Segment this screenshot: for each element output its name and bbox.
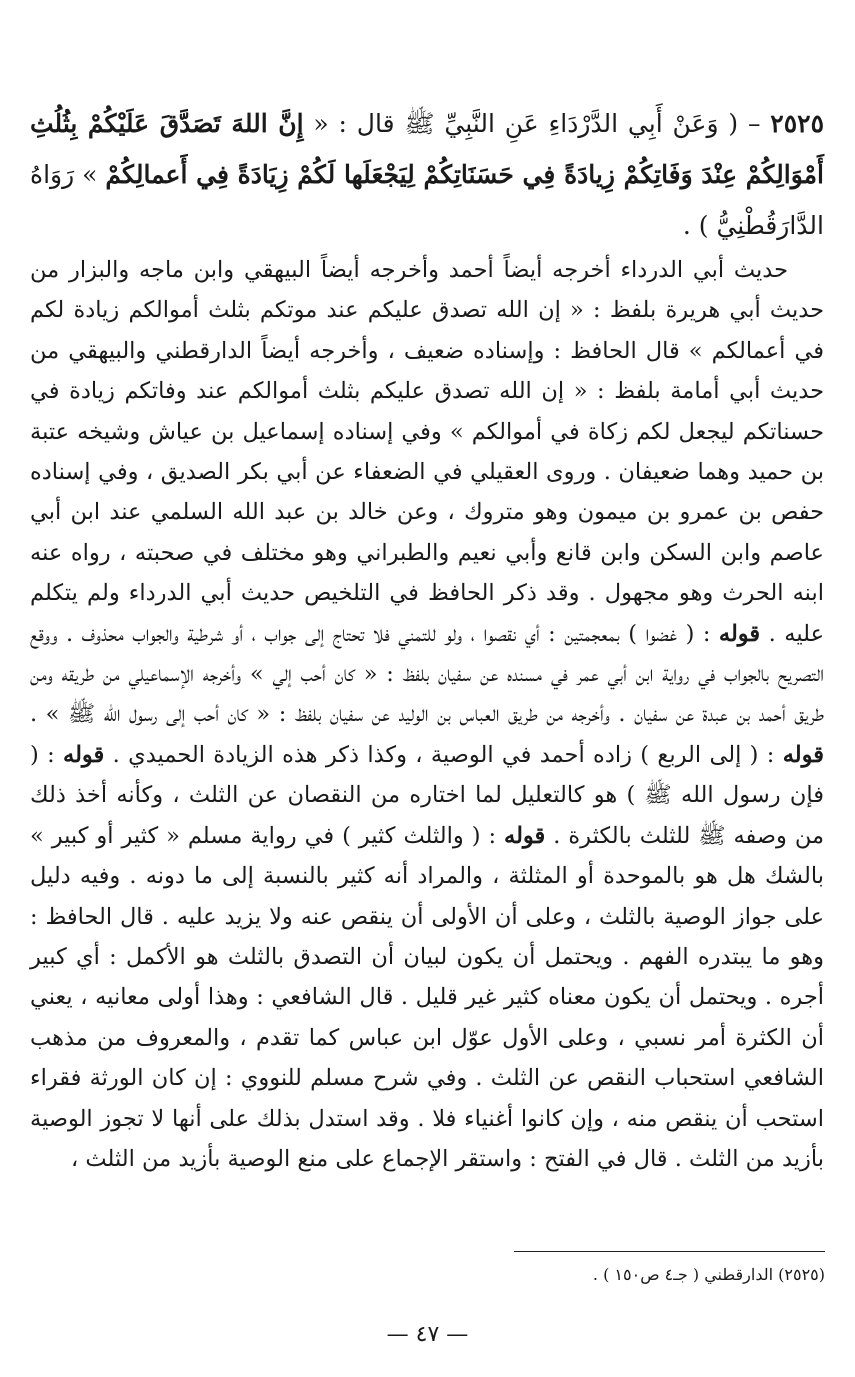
footnote: (٢٥٢٥) الدارقطني ( جـ٤ ص١٥٠ ) .: [592, 1265, 825, 1284]
qawluhu-keyword: قوله: [63, 741, 105, 768]
hadith-quote: إِنَّ اللهَ تَصَدَّقَ عَلَيْكُمْ بِثُلُثِ أَمْوَالِكُمْ عِنْدَ وَفَاتِكُمْ زِيادَةً فِي حَسَنَاتِكُمْ لِيَجْعَلَها لَكُمْ زِيَادَةً فِي أَعمالِكُمْ: [30, 109, 824, 189]
commentary-segment-2: : ( غضوا ) بمعجمتين : أي نقصوا ، ولو للتمني فلا تحتاج إلى جواب ، أو شرطية والجواب محذوف . ووقع التصريح بالجواب في رواية ابن أبي عمر في مسنده عن سفيان بلفظ : « كان أحب إلي » وأخرجه الإسماعيلي من طريقه ومن طريق أحمد بن عبدة عن سفيان . وأخرجه من طريق العباس بن الوليد عن سفيان بلفظ : « كان أحب إلى رسول الله ﷺ » .: [30, 620, 824, 728]
page-number: — ٤٧ —: [386, 1322, 469, 1347]
commentary-paragraph: [30, 250, 824, 1179]
commentary-segment-1: حديث أبي الدرداء أخرجه أيضاً أحمد وأخرجه أيضاً البيهقي وابن ماجه والبزار من حديث أبي هريرة بلفظ : « إن الله تصدق عليكم عند موتكم بثلث أموالكم زيادة لكم في أعمالكم » قال الحافظ : وإسناده ضعيف ، وأخرجه أيضاً الدارقطني والبيهقي من حديث أبي أمامة بلفظ : « إن الله تصدق عليكم بثلث أموالكم عند وفاتكم زيادة في حسناتكم ليجعل لكم زكاة في أموالكم » وفي إسناده إسماعيل بن عياش وشيخه عتبة بن حميد وهما ضعيفان . وروى العقيلي في الضعفاء عن أبي بكر الصديق ، وفي إسناده حفص بن عمرو بن ميمون وهو متروك ، وعن خالد بن عبد الله السلمي عند ابن أبي عاصم وابن السكن وابن قانع وأبي نعيم والطبراني وهو مختلف في صحبته ، رواه عنه ابنه الحرث وهو مجهول . وقد ذكر الحافظ في التلخيص حديث أبي الدرداء ولم يتكلم عليه .: [30, 257, 825, 647]
hadith-intro: – ( وَعَنْ أَبِي الدَّرْدَاءِ عَنِ النَّبِيِّ ﷺ قال : «: [303, 109, 761, 138]
footnote-separator: [514, 1251, 825, 1252]
commentary-segment-3: : ( إلى الربع ) زاده أحمد في الوصية ، وكذا ذكر هذه الزيادة الحميدي .: [104, 741, 783, 768]
hadith-closing: » رَوَاهُ الدَّارَقُطْنِيُّ ) .: [30, 160, 824, 240]
qawluhu-keyword: قوله: [718, 620, 761, 647]
qawluhu-keyword: قوله: [504, 822, 546, 849]
commentary-segment-4: : ( فإن رسول الله ﷺ ) هو كالتعليل لما اختاره من النقصان عن الثلث ، وكأنه أخذ ذلك من وصفه ﷺ للثلث بالكثرة .: [30, 741, 825, 849]
qawluhu-keyword: قوله: [782, 741, 824, 768]
hadith-text: [30, 98, 824, 251]
commentary-segment-5: : ( والثلث كثير ) في رواية مسلم « كثير أو كبير » بالشك هل هو بالموحدة أو المثلثة ، والمراد أنه كثير بالنسبة إلى ما دونه . وفيه دليل على جواز الوصية بالثلث ، وعلى أن الأولى أن ينقص عنه ولا يزيد عليه . قال الحافظ : وهو ما يبتدره الفهم . ويحتمل أن يكون لبيان أن التصدق بالثلث هو الأكمل : أي كبير أجره . ويحتمل أن يكون معناه كثير غير قليل . قال الشافعي : وهذا أولى معانيه ، يعني أن الكثرة أمر نسبي ، وعلى الأول عوّل ابن عباس كما تقدم ، والمعروف من مذهب الشافعي استحباب النقص عن الثلث . وفي شرح مسلم للنووي : إن كان الورثة فقراء استحب أن ينقص منه ، وإن كانوا أغنياء فلا . وقد استدل بذلك على أنها لا تجوز الوصية بأزيد من الثلث . قال في الفتح : واستقر الإجماع على منع الوصية بأزيد من الثلث ،: [30, 822, 824, 1172]
hadith-number: ٢٥٢٥: [770, 109, 825, 138]
